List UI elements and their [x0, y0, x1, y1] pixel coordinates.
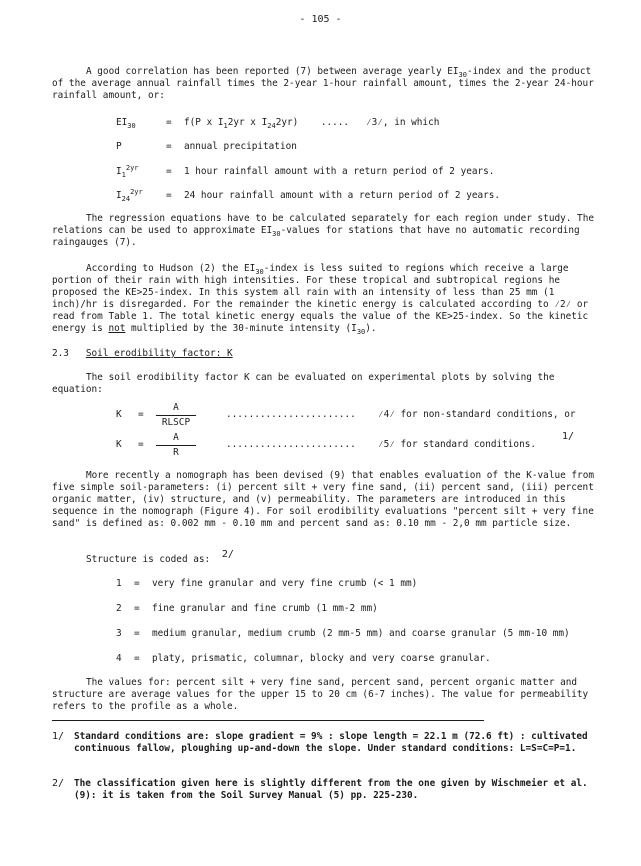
intro-paragraph	[52, 66, 600, 102]
eq-rhs-a: f(P x I	[184, 117, 224, 128]
k-ref: ⁄4⁄ for non-standard conditions, or	[378, 409, 576, 420]
structure-code-desc: platy, prismatic, columnar, blocky and very coarse granular.	[152, 653, 491, 664]
k-fraction	[156, 432, 196, 459]
p6-text: The values for: percent silt + very fine sand, percent sand, percent organic matter and structure are average values for the upper 15 to 20 cm (6-7 inches). The value for permeability refers to the profile as a whole.	[52, 677, 589, 712]
p4-text: The soil erodibility factor K can be evaluated on experimental plots by solving the equation:	[52, 372, 555, 395]
k-fraction	[156, 402, 196, 429]
p2-text-a: The regression equations have to be calculated separately for each region under study. The relations can be used to approximate EI	[52, 213, 594, 236]
structure-intro-text: Structure is coded as:	[86, 554, 211, 565]
structure-code-eq: =	[134, 653, 140, 664]
def-symbol: I	[116, 166, 122, 177]
def-desc: 24 hour rainfall amount with a return period of 2 years.	[184, 190, 501, 201]
structure-code-eq: =	[134, 628, 140, 639]
def-sup: 2yr	[130, 187, 143, 196]
footnote-text: Standard conditions are: slope gradient = 9% : slope length = 22.1 m (72.6 ft) : cultivated continuous fallow, ploughing up-and-down the slope. Under standard conditions: L=S=C=P=1.	[74, 731, 588, 754]
footnote-ref-2: 2/	[221, 549, 234, 560]
k-dots: .......................	[226, 409, 356, 420]
intro-text-b: -index and the product of the average annual rainfall times the 2-year 1-hour rainfall amount, times the 2-year 24-hour rainfall amount, or:	[52, 66, 594, 101]
eq-rhs-sub1: 1	[223, 121, 228, 130]
eq-lhs-sub: 30	[127, 121, 136, 130]
eq-sign: =	[166, 117, 172, 128]
p3-text-b: -index is less suited to regions which receive a large portion of their rain with high intensities. For these tropical and subtropical regions he proposed the KE>25-index. In this system all rain with an intensity of less than 25 mm (1 inch)/hr is disregarded. For the remainder the kinetic energy is calculated according to ⁄2⁄ or read from Table 1. The total kinetic energy equals the value of the KE>25-index. So the kinetic energy is	[52, 263, 589, 334]
k-lhs: K	[116, 409, 122, 420]
def-desc: annual precipitation	[184, 141, 297, 152]
k-dots: .......................	[226, 439, 356, 450]
k-lhs: K	[116, 439, 122, 450]
structure-intro	[86, 549, 234, 566]
structure-code-desc: very fine granular and very fine crumb (< 1 mm)	[152, 578, 418, 589]
def-desc: 1 hour rainfall amount with a return period of 2 years.	[184, 166, 495, 177]
eq-lhs: EI	[116, 117, 128, 128]
footnote-separator	[52, 720, 484, 721]
def-symbol: P	[116, 141, 122, 152]
structure-code-desc: medium granular, medium crumb (2 mm-5 mm) and coarse granular (5 mm-10 mm)	[152, 628, 570, 639]
nomograph-paragraph	[52, 470, 600, 530]
def-sub: 1	[121, 170, 126, 179]
eq-rhs-sub2: 24	[267, 121, 276, 130]
structure-code-eq: =	[134, 578, 140, 589]
k-denominator: RLSCP	[161, 417, 191, 428]
footnote-2	[52, 778, 600, 802]
k-equation-standard	[116, 432, 596, 458]
page-number: - 105 -	[299, 14, 342, 25]
eq-rhs-b: 2yr x I	[227, 117, 268, 128]
footnote-ref-1: 1/	[562, 431, 575, 442]
structure-code-number: 1	[116, 578, 122, 589]
hudson-paragraph	[52, 263, 600, 335]
p3-sub2: 30	[356, 327, 366, 336]
intro-sub: 30	[458, 70, 467, 79]
p5-text: More recently a nomograph has been devised (9) that enables evaluation of the K-value from five simple soil-parameters: (i) percent silt + very fine sand, (ii) percent sand, (iii) percent organic matter, (iv) structure, and (v) permeability. The parameters are introduced in this sequence in the nomograph (Figure 4). For soil erodibility evaluations "percent silt + very fine sand" is defined as: 0.002 mm - 0.10 mm and percent sand as: 0.10 mm - 2,0 mm particle size.	[52, 470, 594, 529]
eq-ref: ⁄3⁄, in which	[366, 117, 440, 128]
k-numerator: A	[156, 402, 196, 416]
p3-not: not	[108, 323, 126, 334]
footnote-text: The classification given here is slightly different from the one given by Wischmeier et al. (9): it is taken from the Soil Survey Manual (5) pp. 225-230.	[74, 778, 588, 801]
p3-text-c: multiplied by the 30-minute intensity (I	[125, 323, 357, 334]
eq-dots: .....	[320, 117, 350, 128]
p3-text-a: According to Hudson (2) the EI	[86, 263, 256, 274]
eq-rhs-c: 2yr)	[275, 117, 299, 128]
intro-text-a: A good correlation has been reported (7) between average yearly EI	[86, 66, 459, 77]
k-ref: ⁄5⁄ for standard conditions.	[378, 439, 537, 450]
erodibility-paragraph	[52, 372, 600, 396]
k-numerator: A	[156, 432, 196, 446]
structure-code-number: 2	[116, 603, 122, 614]
structure-code-eq: =	[134, 603, 140, 614]
structure-code-number: 4	[116, 653, 122, 664]
k-denominator: R	[173, 447, 179, 458]
p3-sub: 30	[255, 267, 264, 276]
k-eq: =	[138, 439, 144, 450]
p2-sub: 30	[272, 229, 281, 238]
def-sup: 2yr	[125, 163, 139, 172]
def-sub: 24	[121, 194, 131, 203]
section-heading	[52, 348, 233, 360]
section-title: Soil erodibility factor: K	[85, 348, 233, 359]
k-eq: =	[138, 409, 144, 420]
p3-text-d: ).	[365, 323, 377, 334]
structure-code-desc: fine granular and fine crumb (1 mm-2 mm)	[152, 603, 378, 614]
document-page: - 105 - A good correlation has been reported (7) between average yearly $EI_{30}$-index and the product of the average annual rainfall times the 2-year 1-hour rainfall amount, times the 2-year 24-hour rainfall amount, or: $EI_{30}$ = f(P x $I_12yr$ x $I_{24}2yr$) ..... ⁄3⁄, in which P = annual precipitation $I_1^{2yr}$ = 1 hour rainfall amount with a return period of 2 years. $I_{24}^{2yr}$ = 24 hour rainfall amount with a return period of 2 years. The regression equations have to be calculated separately for each region under study. The relations can be used to approximate $EI_{30}$-values for stations that have no automatic recording raingauges (7). According to Hudson (2) the $EI_{30}$-index is less suited to regions which receive a large portion of their rain with high intensities. For these tropical and subtropical regions he proposed the KE>25-index. In this system all rain with an intensity of less than 25 mm (1 inch)/hr is disregarded. For the remainder the kinetic energy is calculated according to ⁄2⁄ or read from Table 1. The total kinetic energy equals the value of the KE>25-index. So the kinetic energy is not multiplied by the 30-minute intensity $(I_{30})$. 2.3 Soil erodibility factor: K The soil erodibility factor K can be evaluated on experimental plots by solving the equation: K = A RLSCP ....................... ⁄4⁄ for non-standard conditions, or K = $\frac{A}{R}$ ....................... ⁄5⁄ for standard conditions. 1/ More recently a nomograph has been devised (9) that enables evaluation of the K-value from five simple soil-parameters: (i) percent silt + very fine sand, (ii) percent sand, (iii) percent organic matter, (iv) structure, and (v) permeability. The parameters are introduced in this sequence in the nomograph (Figure 4). For soil erodibility evaluations "percent silt + very fine sand" is defined as: 0.002 mm - 0.10 mm and percent sand as: 0.10 mm - 2,0 mm particle size. Structure is coded as: 2/ 1 = very fine granular and very fine crumb (< 1 mm) 2 = fine granular and fine crumb (1 mm-2 mm) 3 = medium granular, medium crumb (2 mm-5 mm) and coarse granular (5 mm-10 mm) 4 = platy, prismatic, columnar, blocky and very coarse granular. The values for: percent silt + very fine sand, percent sand, percent organic matter and structure are average values for the upper 15 to 20 cm (6-7 inches). The value for permeability refers to the profile as a whole. 1/ Standard conditions are: slope gradient = 9% : slope length = 22.1 m (72.6 ft) : cultivated continuous fallow, ploughing up-and-down the slope. Under standard conditions: L=S=C=P=1. 2/ The classification given here is slightly different from the one given by Wischmeier et al. (9): it is taken from the Soil Survey Manual (5) pp. 225-230.	[0, 0, 641, 866]
footnote-1	[52, 731, 600, 755]
footnote-mark: 2/	[52, 778, 65, 789]
def-symbol: I	[116, 190, 122, 201]
values-paragraph	[52, 677, 600, 713]
section-number: 2.3	[52, 348, 69, 359]
regression-paragraph	[52, 213, 600, 249]
p2-text-b: -values for stations that have no automatic recording raingauges (7).	[52, 225, 580, 248]
footnote-mark: 1/	[52, 731, 65, 742]
structure-code-number: 3	[116, 628, 122, 639]
k-equation-nonstandard	[116, 402, 596, 428]
